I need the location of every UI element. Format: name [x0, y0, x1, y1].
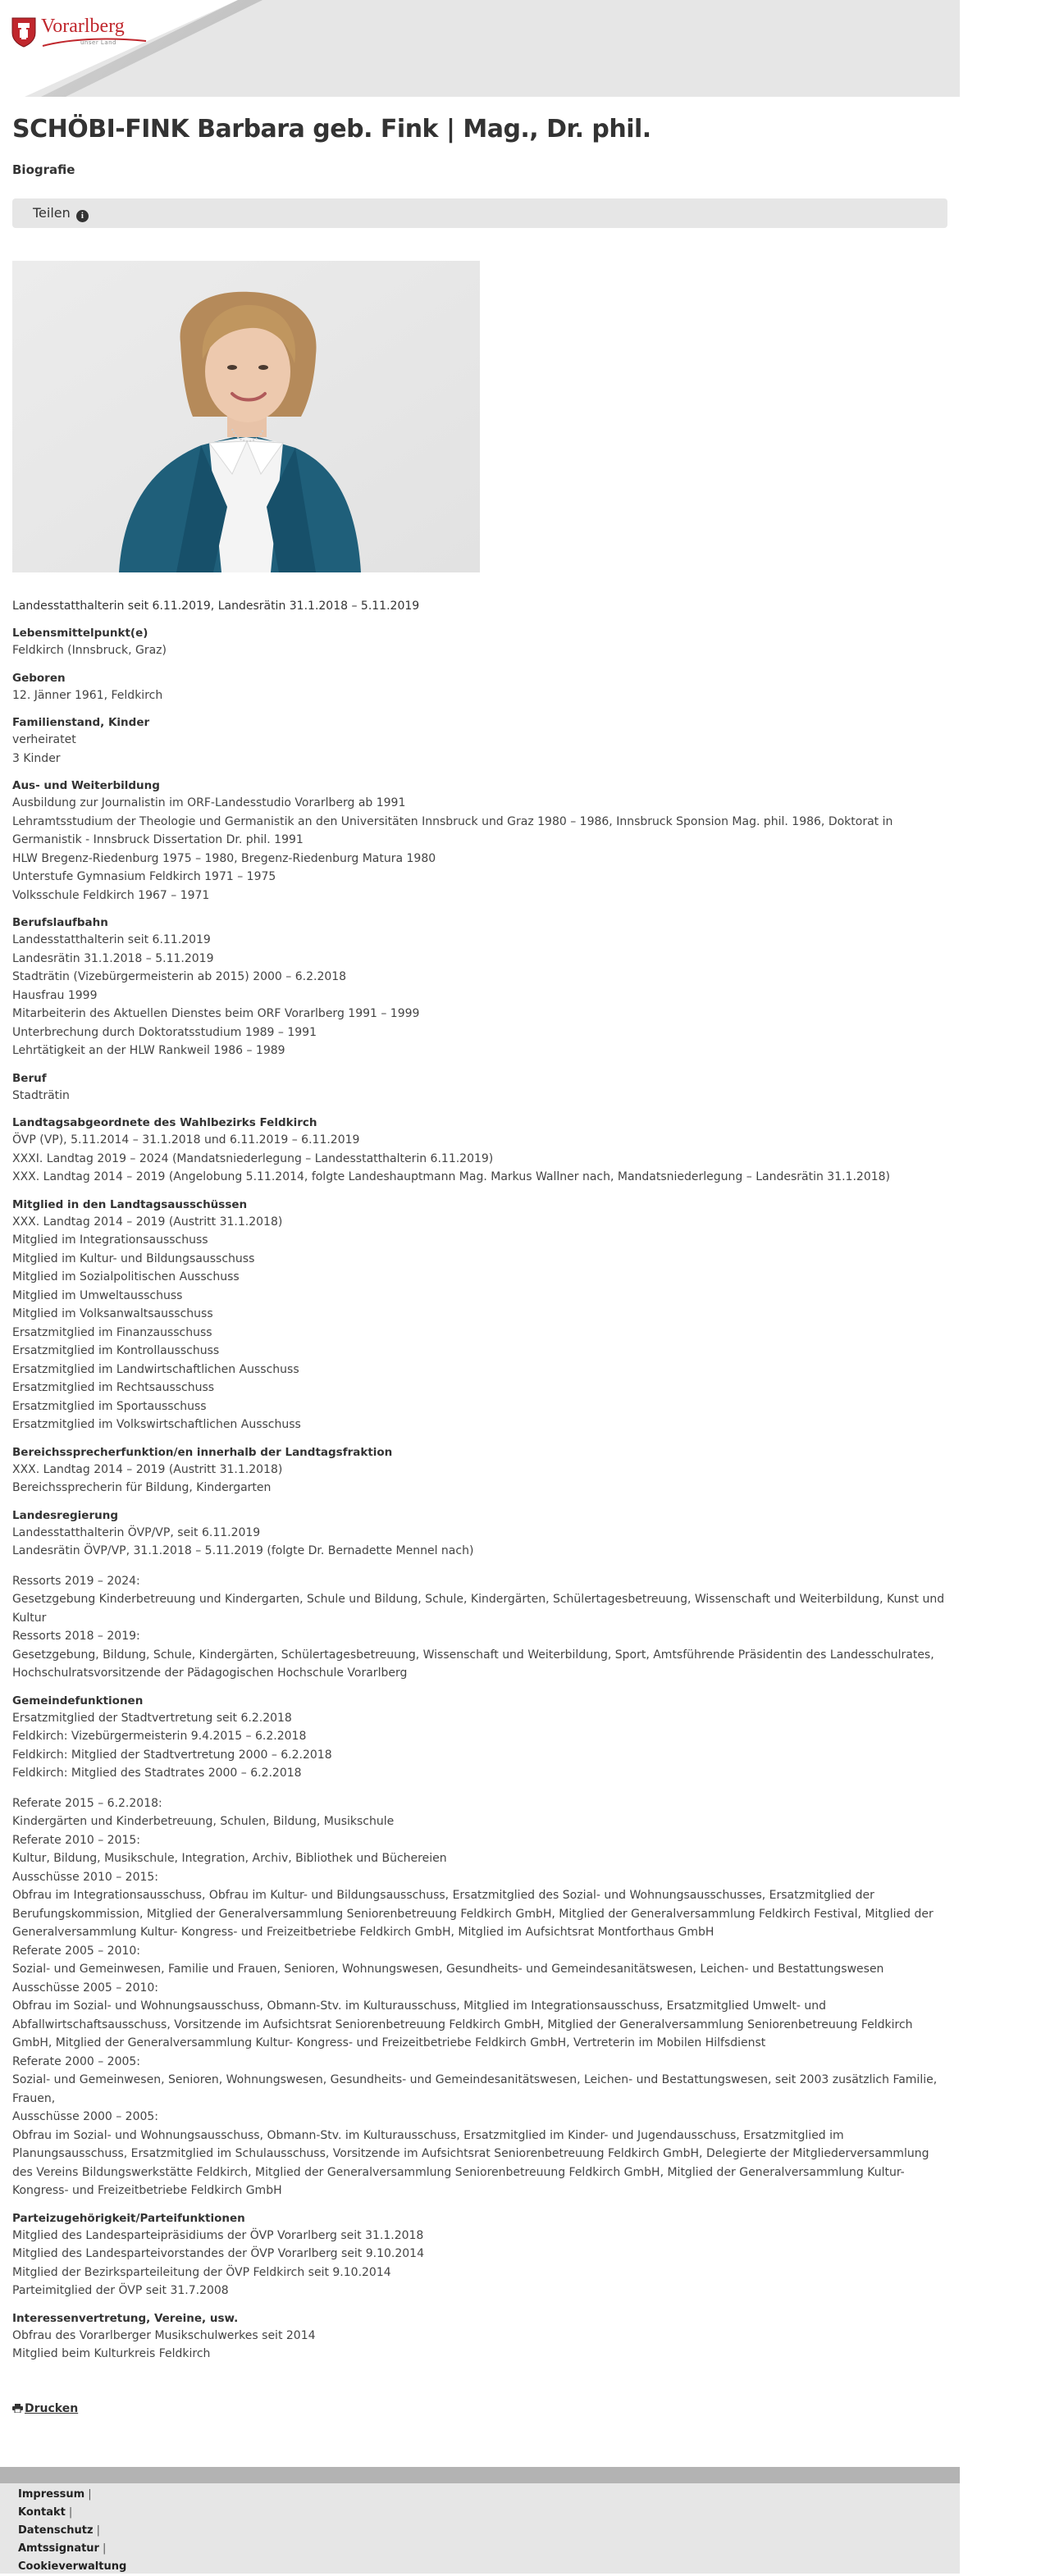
bio-line: Ersatzmitglied im Volkswirtschaftlichen Ausschuss: [12, 1418, 301, 1431]
bio-line: Ausbildung zur Journalistin im ORF-Landesstudio Vorarlberg ab 1991: [12, 796, 406, 809]
bio-gap: [12, 1783, 947, 1794]
bio-line: Gesetzgebung Kinderbetreuung und Kindergarten, Schule und Bildung, Schule, Kindergärten, Schülertagesbetreuung, Wissenschaft und Weiterbildung, Kunst und Kultur: [12, 1593, 945, 1625]
bio-line: Referate 2010 – 2015:: [12, 1833, 141, 1847]
bio-section-title: Gemeindefunktionen: [12, 1694, 144, 1707]
coat-of-arms-icon: [10, 15, 38, 48]
bio-line: XXX. Landtag 2014 – 2019 (Angelobung 5.11.2014, folgte Landeshauptmann Mag. Markus Wallner nach, Mandatsniederlegung – Landesrätin 31.1.2018): [12, 1170, 891, 1183]
bio-section: [12, 714, 947, 768]
bio-section-title: Landesregierung: [12, 1508, 118, 1522]
footer-link-cookieverwaltung[interactable]: Cookieverwaltung: [18, 2560, 127, 2573]
bio-line: Ersatzmitglied der Stadtvertretung seit 6.2.2018: [12, 1711, 292, 1725]
biography-sections: [12, 625, 947, 2364]
bio-section: [12, 670, 947, 705]
bio-gap: [12, 1561, 947, 1572]
footer-links: [0, 2483, 960, 2574]
print-label: Drucken: [25, 2401, 79, 2415]
bio-line: Ressorts 2019 – 2024:: [12, 1574, 140, 1588]
bio-line: Referate 2005 – 2010:: [12, 1944, 141, 1958]
bio-section-title: Parteizugehörigkeit/Parteifunktionen: [12, 2211, 245, 2225]
bio-line: Mitglied im Volksanwaltsausschuss: [12, 1307, 213, 1320]
biography-body: [12, 597, 947, 2364]
portrait-illustration: [12, 261, 480, 572]
bio-line: Stadträtin (Vizebürgermeisterin ab 2015) 2000 – 6.2.2018: [12, 970, 347, 983]
bio-line: Referate 2000 – 2005:: [12, 2054, 141, 2068]
print-link[interactable]: [12, 2400, 78, 2419]
bio-line: Stadträtin: [12, 1088, 70, 1102]
bio-line: XXX. Landtag 2014 – 2019 (Austritt 31.1.2018): [12, 1215, 283, 1229]
bio-section-title: Landtagsabgeordnete des Wahlbezirks Feldkirch: [12, 1116, 317, 1129]
bio-section: [12, 1507, 947, 1683]
bio-line: Ersatzmitglied im Sportausschuss: [12, 1399, 207, 1413]
bio-line: Parteimitglied der ÖVP seit 31.7.2008: [12, 2284, 229, 2297]
bio-section: [12, 625, 947, 660]
bio-line: Ausschüsse 2000 – 2005:: [12, 2110, 159, 2123]
bio-line: XXX. Landtag 2014 – 2019 (Austritt 31.1.2018): [12, 1462, 283, 1476]
bio-section: [12, 1070, 947, 1106]
bio-line: Landesstatthalterin seit 6.11.2019: [12, 933, 211, 946]
bio-line: Mitglied beim Kulturkreis Feldkirch: [12, 2347, 211, 2360]
bio-section: [12, 777, 947, 905]
info-icon: i: [76, 210, 89, 222]
bio-line: HLW Bregenz-Riedenburg 1975 – 1980, Bregenz-Riedenburg Matura 1980: [12, 851, 436, 865]
bio-section-title: Geboren: [12, 671, 66, 685]
bio-section: [12, 1444, 947, 1498]
bio-line: Obfrau im Sozial- und Wohnungsausschuss, Obmann-Stv. im Kulturausschuss, Mitglied im Integrationsausschuss, Ersatzmitglied Umwelt- und Abfallwirtschaftsausschuss, Vorsitzende im Aufsichtsrat Seniorenbetreuung Feldkirch GmbH, Mitglied der Generalversammlung Seniorenbetreuung Feldkirch GmbH, Mitglied der Generalversammlung Kultur- Kongress- und Freizeitbetriebe Feldkirch GmbH, Vertreterin im Mobilen Hilfsdienst: [12, 1999, 913, 2049]
bio-line: Mitglied im Sozialpolitischen Ausschuss: [12, 1270, 240, 1283]
bio-line: Unterbrechung durch Doktoratsstudium 1989 – 1991: [12, 1025, 317, 1039]
bio-line: Ausschüsse 2010 – 2015:: [12, 1870, 159, 1884]
footer-separator: |: [96, 2524, 100, 2537]
bio-line: Ersatzmitglied im Kontrollausschuss: [12, 1344, 220, 1357]
footer-top-bar: [0, 2467, 960, 2483]
footer-link-datenschutz[interactable]: Datenschutz |: [18, 2524, 100, 2537]
bio-line: Hausfrau 1999: [12, 988, 98, 1002]
bio-section-title: Interessenvertretung, Vereine, usw.: [12, 2311, 239, 2325]
bio-section-title: Beruf: [12, 1071, 47, 1085]
bio-line: Unterstufe Gymnasium Feldkirch 1971 – 1975: [12, 870, 276, 883]
site-header: [0, 0, 960, 97]
site-logo[interactable]: [10, 11, 149, 52]
bio-line: Landesrätin ÖVP/VP, 31.1.2018 – 5.11.2019 (folgte Dr. Bernadette Mennel nach): [12, 1544, 474, 1557]
bio-section: [12, 1197, 947, 1434]
bio-line: Obfrau des Vorarlberger Musikschulwerkes seit 2014: [12, 2328, 316, 2342]
bio-line: Obfrau im Sozial- und Wohnungsausschuss, Obmann-Stv. im Kulturausschuss, Ersatzmitglied im Kinder- und Jugendausschuss, Ersatzmitglied im Planungsausschuss, Ersatzmitglied im Schulausschuss, Vorsitzende im Aufsichtsrat Seniorenbetreuung Feldkirch GmbH, Delegierte der Mitgliederversammlung des Vereins Bildungswerkstätte Feldkirch, Mitglied der Generalversammlung Seniorenbetreuung Feldkirch GmbH, Mitglied der Generalversammlung Kultur- Kongress- und Freizeitbetriebe Feldkirch GmbH: [12, 2128, 929, 2197]
bio-section-title: Lebensmittelpunkt(e): [12, 627, 148, 640]
footer-link-amtssignatur[interactable]: Amtssignatur |: [18, 2542, 107, 2555]
bio-line: Mitarbeiterin des Aktuellen Dienstes beim ORF Vorarlberg 1991 – 1999: [12, 1007, 420, 1020]
section-subtitle: Biografie: [12, 162, 75, 177]
bio-line: Landesstatthalterin ÖVP/VP, seit 6.11.2019: [12, 1525, 261, 1539]
bio-line: Lehrtätigkeit an der HLW Rankweil 1986 – 1989: [12, 1044, 285, 1057]
bio-section: [12, 914, 947, 1060]
bio-line: Ausschüsse 2005 – 2010:: [12, 1981, 159, 1995]
print-icon: [12, 2404, 23, 2413]
lead-text: Landesstatthalterin seit 6.11.2019, Landesrätin 31.1.2018 – 5.11.2019: [12, 600, 420, 613]
bio-line: Feldkirch: Mitglied der Stadtvertretung 2000 – 6.2.2018: [12, 1748, 332, 1762]
bio-line: Kindergärten und Kinderbetreuung, Schulen, Bildung, Musikschule: [12, 1815, 395, 1828]
bio-section-title: Mitglied in den Landtagsausschüssen: [12, 1197, 248, 1211]
bio-line: Mitglied des Landesparteipräsidiums der ÖVP Vorarlberg seit 31.1.2018: [12, 2228, 424, 2242]
bio-line: Bereichssprecherin für Bildung, Kindergarten: [12, 1481, 272, 1494]
bio-line: Sozial- und Gemeinwesen, Familie und Frauen, Senioren, Wohnungswesen, Gesundheits- und Gemeindesanitätswesen, Leichen- und Bestattungswesen: [12, 1963, 884, 1976]
footer-link-kontakt[interactable]: Kontakt |: [18, 2506, 73, 2519]
bio-section-title: Bereichssprecherfunktion/en innerhalb der Landtagsfraktion: [12, 1445, 393, 1459]
bio-section: [12, 2310, 947, 2364]
footer-separator: |: [88, 2488, 92, 2501]
bio-line: Sozial- und Gemeinwesen, Senioren, Wohnungswesen, Gesundheits- und Gemeindesanitätswesen, Leichen- und Bestattungswesen, seit 2003 zusätzlich Familie, Frauen,: [12, 2073, 938, 2105]
bio-section-title: Berufslaufbahn: [12, 916, 108, 929]
bio-line: Ersatzmitglied im Landwirtschaftlichen Ausschuss: [12, 1362, 299, 1376]
bio-line: Mitglied im Integrationsausschuss: [12, 1233, 208, 1247]
bio-section: [12, 2210, 947, 2300]
logo-tagline: unser Land: [80, 39, 116, 46]
bio-line: 3 Kinder: [12, 751, 61, 765]
bio-line: Landesrätin 31.1.2018 – 5.11.2019: [12, 951, 214, 965]
bio-line: Kultur, Bildung, Musikschule, Integration, Archiv, Bibliothek und Büchereien: [12, 1852, 447, 1865]
bio-line: Ersatzmitglied im Rechtsausschuss: [12, 1381, 215, 1394]
share-toggle[interactable]: [12, 198, 947, 228]
bio-section: [12, 1115, 947, 1187]
bio-section-title: Aus- und Weiterbildung: [12, 779, 160, 792]
footer-separator: |: [102, 2542, 107, 2555]
bio-line: Ressorts 2018 – 2019:: [12, 1630, 140, 1643]
bio-line: Feldkirch (Innsbruck, Graz): [12, 644, 167, 657]
logo-wordmark: Vorarlberg: [41, 16, 125, 37]
share-label: Teilen: [33, 205, 71, 221]
portrait-photo: [12, 261, 480, 572]
bio-line: Gesetzgebung, Bildung, Schule, Kindergärten, Schülertagesbetreuung, Wissenschaft und Weiterbildung, Sport, Amtsführende Präsidentin des Landesschulrates, Hochschulratsvorsitzende der Pädagogischen Hochschule Vorarlberg: [12, 1648, 934, 1680]
site-footer: [0, 2467, 960, 2574]
page-title: SCHÖBI-FINK Barbara geb. Fink | Mag., Dr. phil.: [12, 115, 651, 144]
bio-line: Obfrau im Integrationsausschuss, Obfrau im Kultur- und Bildungsausschuss, Ersatzmitglied des Sozial- und Wohnungsausschusses, Ersatzmitglied der Berufungskommission, Mitglied der Generalversammlung Seniorenbetreuung Feldkirch GmbH, Mitglied der Generalversammlung Feldkirch Festival, Mitglied der Generalversammlung Kultur- Kongress- und Freizeitbetriebe Feldkirch GmbH, Mitglied im Aufsichtsrat Montforthaus GmbH: [12, 1889, 934, 1939]
main-content: [0, 115, 1050, 2418]
bio-line: Mitglied im Umweltausschuss: [12, 1288, 183, 1302]
bio-line: Volksschule Feldkirch 1967 – 1971: [12, 888, 210, 902]
bio-line: Feldkirch: Vizebürgermeisterin 9.4.2015 – 6.2.2018: [12, 1730, 307, 1743]
bio-line: Mitglied des Landesparteivorstandes der ÖVP Vorarlberg seit 9.10.2014: [12, 2247, 424, 2260]
bio-section: [12, 1693, 947, 2200]
bio-line: Feldkirch: Mitglied des Stadtrates 2000 – 6.2.2018: [12, 1767, 302, 1780]
bio-line: ÖVP (VP), 5.11.2014 – 31.1.2018 und 6.11.2019 – 6.11.2019: [12, 1133, 360, 1147]
bio-line: XXXI. Landtag 2019 – 2024 (Mandatsniederlegung – Landesstatthalterin 6.11.2019): [12, 1151, 494, 1165]
bio-section-title: Familienstand, Kinder: [12, 716, 150, 729]
bio-line: Referate 2015 – 6.2.2018:: [12, 1796, 162, 1810]
bio-line: verheiratet: [12, 733, 76, 746]
bio-line: 12. Jänner 1961, Feldkirch: [12, 688, 163, 702]
footer-separator: |: [68, 2506, 73, 2519]
bio-line: Lehramtsstudium der Theologie und Germanistik an den Universitäten Innsbruck und Graz 1980 – 1986, Innsbruck Sponsion Mag. phil. 1986, Doktorat in Germanistik - Innsbruck Dissertation Dr. phil. 1991: [12, 814, 893, 846]
bio-line: Ersatzmitglied im Finanzausschuss: [12, 1325, 212, 1339]
footer-link-impressum[interactable]: Impressum |: [18, 2488, 92, 2501]
bio-line: Mitglied im Kultur- und Bildungsausschuss: [12, 1252, 255, 1265]
bio-line: Mitglied der Bezirksparteileitung der ÖVP Feldkirch seit 9.10.2014: [12, 2265, 391, 2279]
